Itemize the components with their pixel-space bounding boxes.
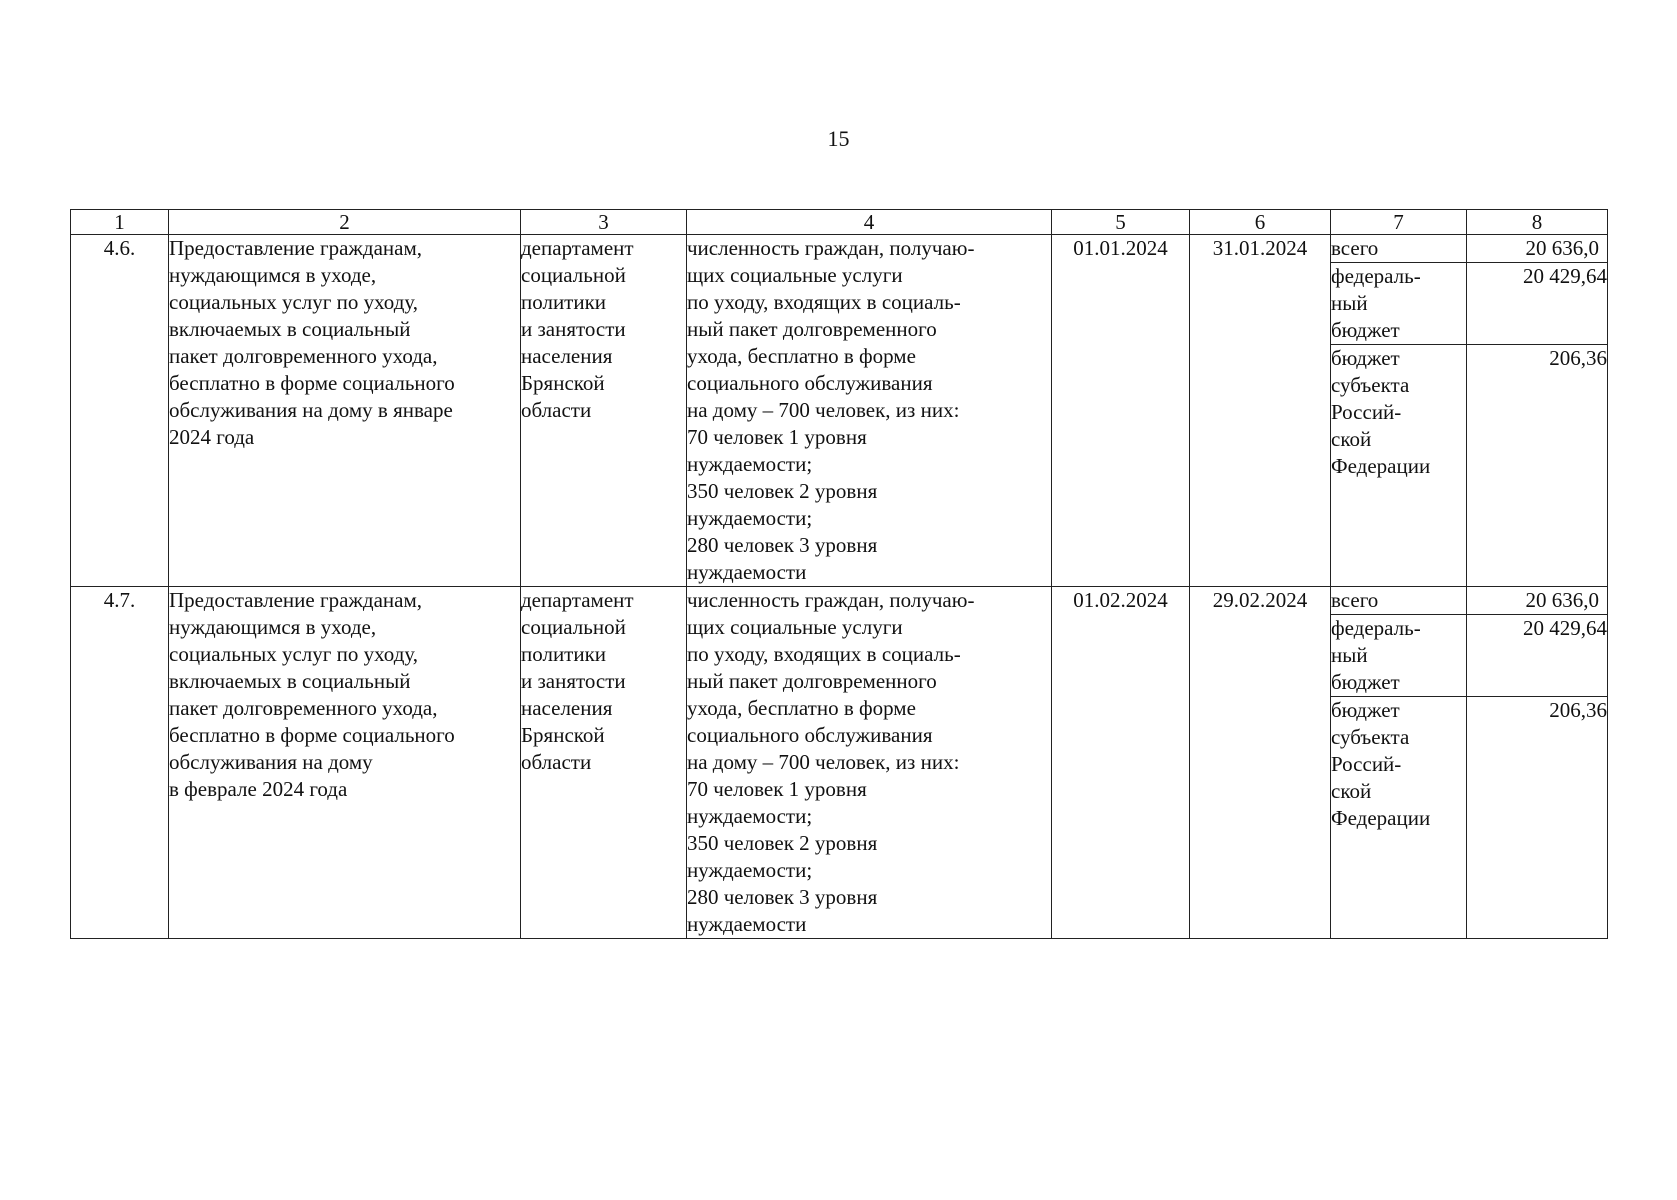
header-cell: 3 [521, 210, 687, 235]
funding-amount: 206,36 [1467, 345, 1608, 587]
executor-line: и занятости [521, 669, 626, 693]
funding-source [1331, 345, 1467, 587]
end-date: 31.01.2024 [1190, 235, 1331, 587]
item-indicator [687, 587, 1052, 939]
indicator-line: на дому – 700 человек, из них: [687, 398, 960, 422]
indicator-line: щих социальные услуги [687, 615, 903, 639]
page-number: 15 [827, 126, 850, 151]
funding-source-line: федераль- [1331, 616, 1421, 640]
funding-source-line: всего [1331, 236, 1379, 260]
funding-source-line: федераль- [1331, 264, 1421, 288]
indicator-line: нуждаемости; [687, 506, 813, 530]
funding-amount: 20 429,64 [1467, 263, 1608, 345]
end-date: 29.02.2024 [1190, 587, 1331, 939]
table-row [71, 235, 1608, 263]
indicator-line: нуждаемости; [687, 858, 813, 882]
item-executor [521, 587, 687, 939]
header-cell: 6 [1190, 210, 1331, 235]
executor-line: социальной [521, 263, 626, 287]
funding-source-line: Россий- [1331, 752, 1402, 776]
header-cell: 8 [1467, 210, 1608, 235]
executor-line: Брянской [521, 723, 605, 747]
funding-source-line: субъекта [1331, 373, 1410, 397]
indicator-line: по уходу, входящих в социаль- [687, 642, 961, 666]
funding-source-line: субъекта [1331, 725, 1410, 749]
description-line: бесплатно в форме социального [169, 371, 455, 395]
header-cell: 2 [169, 210, 521, 235]
executor-line: департамент [521, 236, 634, 260]
funding-source-line: Федерации [1331, 806, 1431, 830]
indicator-line: нуждаемости; [687, 804, 813, 828]
funding-amount: 20 429,64 [1467, 615, 1608, 697]
executor-line: социальной [521, 615, 626, 639]
description-line: пакет долговременного ухода, [169, 344, 438, 368]
description-line: социальных услуг по уходу, [169, 290, 419, 314]
description-line: Предоставление гражданам, [169, 236, 423, 260]
indicator-line: численность граждан, получаю- [687, 588, 975, 612]
executor-line: населения [521, 696, 613, 720]
indicator-line: ный пакет долговременного [687, 669, 937, 693]
description-line: бесплатно в форме социального [169, 723, 455, 747]
executor-line: политики [521, 290, 607, 314]
funding-source-line: ный [1331, 291, 1368, 315]
item-description [169, 587, 521, 939]
program-table [70, 209, 1608, 939]
indicator-line: нуждаемости [687, 560, 807, 584]
indicator-line: ухода, бесплатно в форме [687, 696, 916, 720]
funding-source-line: Федерации [1331, 454, 1431, 478]
indicator-line: 280 человек 3 уровня [687, 533, 878, 557]
funding-source-line: бюджет [1331, 670, 1400, 694]
start-date: 01.01.2024 [1052, 235, 1190, 587]
description-line: Предоставление гражданам, [169, 588, 423, 612]
indicator-line: социального обслуживания [687, 723, 933, 747]
item-number: 4.7. [71, 587, 169, 939]
indicator-line: численность граждан, получаю- [687, 236, 975, 260]
funding-amount: 20 636,0 [1467, 235, 1608, 263]
description-line: нуждающимся в уходе, [169, 615, 377, 639]
funding-source-line: ской [1331, 779, 1372, 803]
item-indicator [687, 235, 1052, 587]
funding-source-line: Россий- [1331, 400, 1402, 424]
indicator-line: 280 человек 3 уровня [687, 885, 878, 909]
funding-source-line: бюджет [1331, 346, 1400, 370]
table-row [71, 587, 1608, 615]
indicator-line: нуждаемости [687, 912, 807, 936]
description-line: 2024 года [169, 425, 255, 449]
item-number: 4.6. [71, 235, 169, 587]
executor-line: и занятости [521, 317, 626, 341]
header-cell: 7 [1331, 210, 1467, 235]
item-executor [521, 235, 687, 587]
indicator-line: по уходу, входящих в социаль- [687, 290, 961, 314]
funding-source-line: бюджет [1331, 698, 1400, 722]
funding-source [1331, 587, 1467, 615]
description-line: включаемых в социальный [169, 317, 411, 341]
description-line: обслуживания на дому [169, 750, 373, 774]
description-line: социальных услуг по уходу, [169, 642, 419, 666]
description-line: обслуживания на дому в январе [169, 398, 453, 422]
indicator-line: на дому – 700 человек, из них: [687, 750, 960, 774]
description-line: в феврале 2024 года [169, 777, 348, 801]
funding-source-line: ской [1331, 427, 1372, 451]
executor-line: Брянской [521, 371, 605, 395]
indicator-line: 350 человек 2 уровня [687, 831, 878, 855]
funding-source-line: всего [1331, 588, 1379, 612]
funding-source-line: ный [1331, 643, 1368, 667]
executor-line: области [521, 398, 592, 422]
funding-source-line: бюджет [1331, 318, 1400, 342]
indicator-line: социального обслуживания [687, 371, 933, 395]
indicator-line: ный пакет долговременного [687, 317, 937, 341]
header-cell: 1 [71, 210, 169, 235]
item-description [169, 235, 521, 587]
indicator-line: нуждаемости; [687, 452, 813, 476]
header-cell: 5 [1052, 210, 1190, 235]
funding-source [1331, 697, 1467, 939]
funding-source [1331, 235, 1467, 263]
executor-line: области [521, 750, 592, 774]
executor-line: политики [521, 642, 607, 666]
funding-amount: 206,36 [1467, 697, 1608, 939]
header-cell: 4 [687, 210, 1052, 235]
indicator-line: 70 человек 1 уровня [687, 425, 867, 449]
start-date: 01.02.2024 [1052, 587, 1190, 939]
funding-amount: 20 636,0 [1467, 587, 1608, 615]
indicator-line: ухода, бесплатно в форме [687, 344, 916, 368]
description-line: включаемых в социальный [169, 669, 411, 693]
indicator-line: щих социальные услуги [687, 263, 903, 287]
executor-line: департамент [521, 588, 634, 612]
funding-source [1331, 263, 1467, 345]
indicator-line: 350 человек 2 уровня [687, 479, 878, 503]
description-line: нуждающимся в уходе, [169, 263, 377, 287]
funding-source [1331, 615, 1467, 697]
indicator-line: 70 человек 1 уровня [687, 777, 867, 801]
description-line: пакет долговременного ухода, [169, 696, 438, 720]
executor-line: населения [521, 344, 613, 368]
header-row [71, 210, 1608, 235]
